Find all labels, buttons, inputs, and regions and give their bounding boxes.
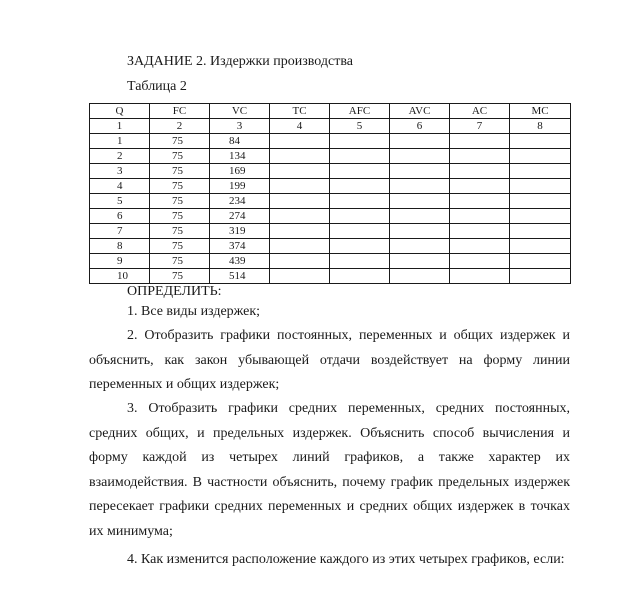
table-cell	[330, 239, 390, 254]
table-cell	[330, 224, 390, 239]
table-cell: 134	[210, 149, 270, 164]
header-vc: VC	[210, 104, 270, 119]
table-cell	[390, 239, 450, 254]
table-cell: 439	[210, 254, 270, 269]
table-cell	[270, 209, 330, 224]
table-cell: 274	[210, 209, 270, 224]
table-cell: 75	[150, 209, 210, 224]
table-cell	[450, 224, 510, 239]
table-cell	[450, 239, 510, 254]
table-cell	[390, 134, 450, 149]
table-cell: 5	[90, 194, 150, 209]
header-mc: MC	[510, 104, 571, 119]
table-cell: 75	[150, 164, 210, 179]
table-row	[90, 179, 571, 194]
task-item-3: 3. Отобразить графики средних переменных, средних постоянных, средних общих, и предельных издержек. Объяснить способ вычисления и форму каждой из четырех линий графиков, а также характер их взаимодействия. В частности объяснить, почему график предельных издержек пересекает графики средних переменных и средних общих издержек в точках их минимума;	[89, 401, 570, 539]
table-cell	[450, 254, 510, 269]
table-cell	[510, 269, 571, 284]
table-cell	[330, 254, 390, 269]
column-number: 6	[390, 119, 450, 134]
table-cell: 169	[210, 164, 270, 179]
table-cell	[270, 194, 330, 209]
table-cell: 75	[150, 239, 210, 254]
table-cell	[390, 179, 450, 194]
table-body	[90, 134, 571, 284]
table-row	[90, 254, 571, 269]
table-cell: 75	[150, 149, 210, 164]
table-cell	[270, 239, 330, 254]
table-cell	[270, 269, 330, 284]
table-row	[90, 134, 571, 149]
header-q: Q	[90, 104, 150, 119]
task-item-4: 4. Как изменится расположение каждого из этих четырех графиков, если:	[127, 552, 565, 567]
table-caption: Таблица 2	[127, 79, 187, 94]
table-cell: 75	[150, 224, 210, 239]
table-row	[90, 239, 571, 254]
task-item-1: 1. Все виды издержек;	[127, 304, 261, 319]
table-cell: 75	[150, 254, 210, 269]
column-number: 8	[510, 119, 571, 134]
table-cell: 234	[210, 194, 270, 209]
header-afc: AFC	[330, 104, 390, 119]
table-header-row	[90, 104, 571, 119]
table-cell: 374	[210, 239, 270, 254]
table-cell	[510, 239, 571, 254]
table-cell: 75	[150, 269, 210, 284]
table-cell	[510, 179, 571, 194]
table-cell	[270, 254, 330, 269]
table-cell	[510, 164, 571, 179]
header-tc: TC	[270, 104, 330, 119]
table-cell: 7	[90, 224, 150, 239]
task-heading: ЗАДАНИЕ 2. Издержки производства	[127, 54, 353, 69]
table-cell	[510, 254, 571, 269]
table-cell	[390, 209, 450, 224]
table-cell: 4	[90, 179, 150, 194]
column-number: 2	[150, 119, 210, 134]
table-row	[90, 224, 571, 239]
table-cell	[510, 224, 571, 239]
table-cell: 75	[150, 179, 210, 194]
table-row	[90, 194, 571, 209]
table-cell	[450, 164, 510, 179]
table-cell	[270, 179, 330, 194]
table-cell	[390, 164, 450, 179]
table-cell	[390, 194, 450, 209]
table-cell: 9	[90, 254, 150, 269]
table-cell: 1	[90, 134, 150, 149]
table-cell	[270, 224, 330, 239]
costs-table	[89, 103, 571, 284]
column-number: 1	[90, 119, 150, 134]
table-cell	[330, 164, 390, 179]
table-cell	[330, 179, 390, 194]
define-label: ОПРЕДЕЛИТЬ:	[127, 284, 222, 299]
table-cell	[270, 134, 330, 149]
table-cell	[330, 209, 390, 224]
table-cell: 2	[90, 149, 150, 164]
column-number: 5	[330, 119, 390, 134]
table-cell	[450, 194, 510, 209]
header-avc: AVC	[390, 104, 450, 119]
table-cell	[330, 194, 390, 209]
table-cell: 6	[90, 209, 150, 224]
table-cell	[390, 149, 450, 164]
table-cell: 75	[150, 194, 210, 209]
table-cell: 84	[210, 134, 270, 149]
column-number: 4	[270, 119, 330, 134]
table-cell: 199	[210, 179, 270, 194]
column-number: 7	[450, 119, 510, 134]
table-cell	[450, 149, 510, 164]
table-row	[90, 164, 571, 179]
table-cell	[390, 269, 450, 284]
column-number: 3	[210, 119, 270, 134]
table-cell: 514	[210, 269, 270, 284]
table-cell	[270, 164, 330, 179]
table-cell	[510, 209, 571, 224]
column-number-row	[90, 119, 571, 134]
table-cell: 3	[90, 164, 150, 179]
table-cell	[450, 179, 510, 194]
table-cell: 319	[210, 224, 270, 239]
table-cell	[510, 194, 571, 209]
table-cell	[390, 224, 450, 239]
table-cell	[450, 269, 510, 284]
table-cell	[390, 254, 450, 269]
table-row	[90, 149, 571, 164]
table-cell: 10	[90, 269, 150, 284]
table-row	[90, 269, 571, 284]
table-cell	[330, 269, 390, 284]
header-fc: FC	[150, 104, 210, 119]
table-cell	[510, 134, 571, 149]
header-ac: AC	[450, 104, 510, 119]
table-cell	[510, 149, 571, 164]
task-item-2: 2. Отобразить графики постоянных, переменных и общих издержек и объяснить, как закон убывающей отдачи воздействует на форму линии переменных и общих издержек;	[89, 328, 570, 392]
table-cell: 8	[90, 239, 150, 254]
table-cell	[450, 134, 510, 149]
table-cell	[270, 149, 330, 164]
table-cell	[450, 209, 510, 224]
table-cell	[330, 149, 390, 164]
table-cell	[330, 134, 390, 149]
table-row	[90, 209, 571, 224]
table-cell: 75	[150, 134, 210, 149]
